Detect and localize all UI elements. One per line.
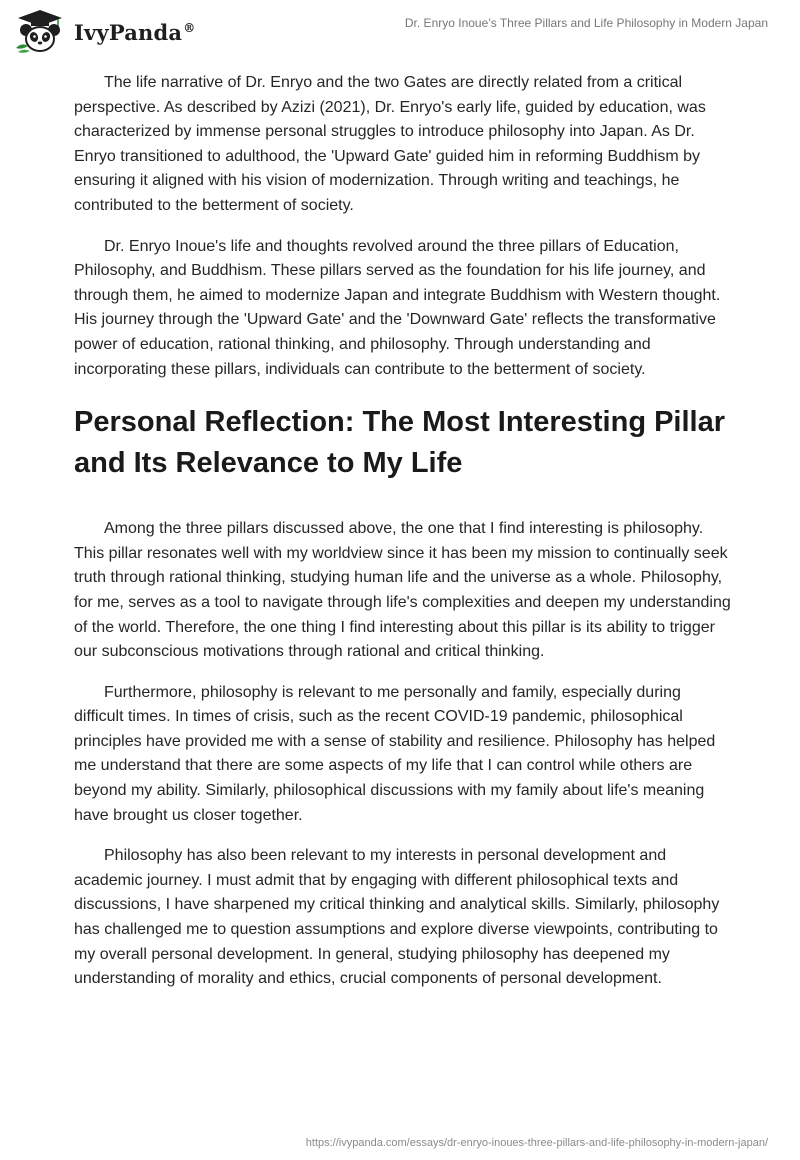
section-heading: Personal Reflection: The Most Interesting Pillar and Its Relevance to My Life	[74, 406, 726, 480]
source-url[interactable]: https://ivypanda.com/essays/dr-enryo-inoues-three-pillars-and-life-philosophy-in-modern-japan/	[305, 1137, 768, 1149]
article-body	[74, 71, 734, 1008]
brand-logo[interactable]	[14, 8, 195, 54]
paragraph: Philosophy has also been relevant to my interests in personal development and academic journey. I must admit that by engaging with different philosophical texts and discussions, I have sharpened my critical thinking and analytical skills. Similarly, philosophy has challenged me to question assumptions and explore diverse viewpoints, contributing to my overall personal development. In general, studying philosophy has deepened my understanding of morality and ethics, crucial components of personal development.	[74, 847, 720, 988]
paragraph: Furthermore, philosophy is relevant to me personally and family, especially during difficult times. In times of crisis, such as the recent COVID-19 pandemic, philosophical principles have provided me with a sense of stability and resilience. Philosophy has helped me understand that there are some aspects of my life that I can control while others are beyond my ability. Similarly, philosophical discussions with my family about life's meaning have brought us closer together.	[74, 683, 716, 824]
registered-mark: ®	[183, 20, 196, 35]
paragraph: Among the three pillars discussed above, the one that I find interesting is philosophy. This pillar resonates well with my worldview since it has been my mission to continually seek truth through rational thinking, studying human life and the universe as a whole. Philosophy, for me, serves as a tool to navigate through life's complexities and deepen my understanding of the world. Therefore, the one thing I find interesting about this pillar is its ability to trigger our subconscious motivations through rational and critical thinking.	[74, 520, 731, 661]
brand-name: IvyPanda®	[74, 19, 196, 45]
panda-graduation-cap-icon	[14, 8, 66, 54]
paragraph: The life narrative of Dr. Enryo and the two Gates are directly related from a critical perspective. As described by Azizi (2021), Dr. Enryo's early life, guided by education, was characterized by immense personal struggles to introduce philosophy into Japan. As Dr. Enryo transitioned to adulthood, the 'Upward Gate' guided him in reforming Buddhism by ensuring it aligned with his vision of modernization. Through writing and teachings, he contributed to the betterment of society.	[74, 74, 706, 214]
paragraph: Dr. Enryo Inoue's life and thoughts revolved around the three pillars of Education, Philosophy, and Buddhism. These pillars served as the foundation for his life journey, and through them, he aimed to modernize Japan and integrate Buddhism with Western thought. His journey through the 'Upward Gate' and the 'Downward Gate' reflects the transformative power of education, rational thinking, and philosophy. Through understanding and incorporating these pillars, individuals can contribute to the betterment of society.	[74, 237, 721, 378]
document-title: Dr. Enryo Inoue’s Three Pillars and Life Philosophy in Modern Japan	[404, 16, 768, 30]
page-header	[0, 0, 800, 62]
